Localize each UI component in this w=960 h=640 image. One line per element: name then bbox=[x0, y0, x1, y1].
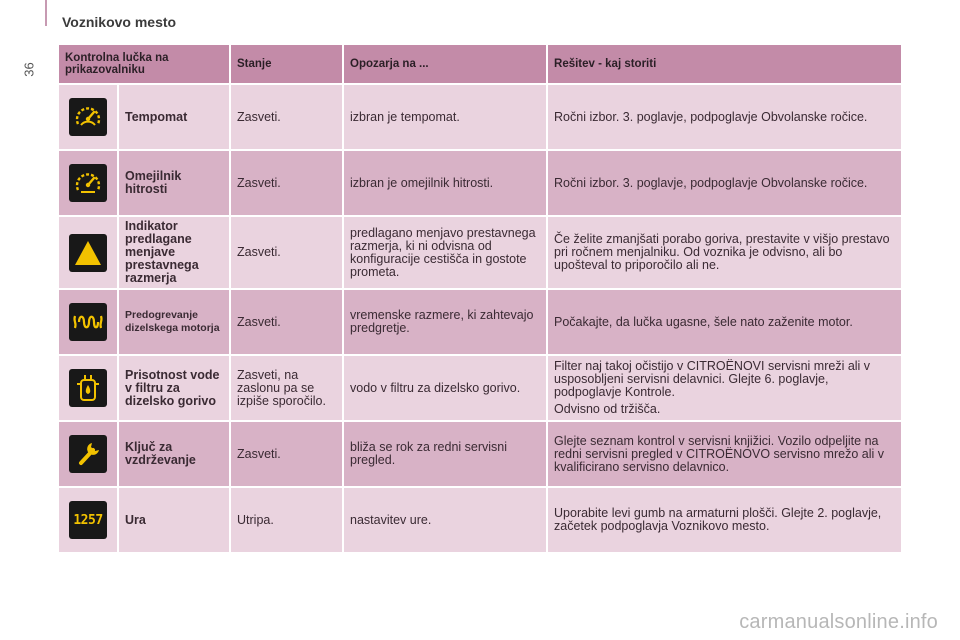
table-row bbox=[59, 422, 901, 486]
table-row bbox=[59, 217, 901, 288]
lamp-warns: nastavitev ure. bbox=[344, 488, 546, 552]
table-row bbox=[59, 151, 901, 215]
header-lamp: Kontrolna lučka na prikazovalniku bbox=[59, 45, 229, 83]
lamp-warns: izbran je tempomat. bbox=[344, 85, 546, 149]
lamp-warns: izbran je omejilnik hitrosti. bbox=[344, 151, 546, 215]
warning-triangle-icon bbox=[69, 234, 107, 272]
lamp-solution bbox=[548, 217, 901, 288]
table-row bbox=[59, 356, 901, 420]
lamp-solution bbox=[548, 151, 901, 215]
lamp-solution bbox=[548, 422, 901, 486]
table-row bbox=[59, 290, 901, 354]
header-solution: Rešitev - kaj storiti bbox=[548, 45, 901, 83]
lamp-icon-cell bbox=[59, 290, 117, 354]
lamp-name: Tempomat bbox=[119, 85, 229, 149]
lamp-solution bbox=[548, 488, 901, 552]
cruise-control-icon bbox=[69, 98, 107, 136]
solution-text: Če želite zmanjšati porabo goriva, prestavite v višjo prestavo pri ročnem menjalniku. Od voznika je odvisno, ali bo upošteval to priporočilo ali ne. bbox=[554, 232, 890, 272]
lamp-solution bbox=[548, 356, 901, 420]
header-warns: Opozarja na ... bbox=[344, 45, 546, 83]
table-row bbox=[59, 85, 901, 149]
solution-text: Glejte seznam kontrol v servisni knjižici. Vozilo odpeljite na redni servisni pregled v CITROËNOVO servisno mrežo ali v kvalificirano servisno delavnico. bbox=[554, 433, 884, 474]
lamp-warns: bliža se rok za redni servisni pregled. bbox=[344, 422, 546, 486]
lamp-icon-cell bbox=[59, 85, 117, 149]
lamp-state: Utripa. bbox=[231, 488, 342, 552]
lamp-name: Predogrevanje dizelskega motorja bbox=[119, 290, 229, 354]
speed-limiter-icon bbox=[69, 164, 107, 202]
lamp-warns: vodo v filtru za dizelsko gorivo. bbox=[344, 356, 546, 420]
clock-digits: 1257 bbox=[73, 512, 103, 528]
solution-text: Počakajte, da lučka ugasne, šele nato zaženite motor. bbox=[554, 314, 853, 329]
lamp-name: Omejilnik hitrosti bbox=[119, 151, 229, 215]
lamp-state: Zasveti. bbox=[231, 85, 342, 149]
wrench-icon bbox=[69, 435, 107, 473]
lamp-state: Zasveti. bbox=[231, 217, 342, 288]
lamp-solution bbox=[548, 290, 901, 354]
lamp-icon-cell bbox=[59, 488, 117, 552]
solution-note: Odvisno od tržišča. bbox=[554, 402, 661, 416]
footer-watermark: carmanualsonline.info bbox=[739, 611, 938, 633]
table-header-row bbox=[59, 45, 901, 83]
water-in-diesel-icon bbox=[69, 369, 107, 407]
margin-rule bbox=[45, 0, 47, 26]
lamp-icon-cell bbox=[59, 422, 117, 486]
section-title: Voznikovo mesto bbox=[62, 14, 177, 30]
lamp-warns: vremenske razmere, ki zahtevajo predgretje. bbox=[344, 290, 546, 354]
lamp-state: Zasveti. bbox=[231, 151, 342, 215]
glow-plug-icon bbox=[69, 303, 107, 341]
lamp-icon-cell bbox=[59, 356, 117, 420]
lamp-name: Prisotnost vode v filtru za dizelsko gorivo bbox=[119, 356, 229, 420]
lamp-name: Indikator predlagane menjave prestavnega razmerja bbox=[119, 217, 229, 288]
warning-lamps-table bbox=[57, 43, 903, 554]
solution-text: Ročni izbor. 3. poglavje, podpoglavje Obvolanske ročice. bbox=[554, 175, 868, 190]
lamp-name: Ura bbox=[119, 488, 229, 552]
clock-display-icon bbox=[69, 501, 107, 539]
solution-text: Ročni izbor. 3. poglavje, podpoglavje Obvolanske ročice. bbox=[554, 109, 868, 124]
lamp-state: Zasveti. bbox=[231, 422, 342, 486]
lamp-solution bbox=[548, 85, 901, 149]
lamp-state: Zasveti. bbox=[231, 290, 342, 354]
lamp-state: Zasveti, na zaslonu pa se izpiše sporočilo. bbox=[231, 356, 342, 420]
table-row bbox=[59, 488, 901, 552]
lamp-icon-cell bbox=[59, 151, 117, 215]
solution-text: Filter naj takoj očistijo v CITROËNOVI servisni mreži ali v usposobljeni servisni delavnici. Glejte 6. poglavje, podpoglavje Kontrole. bbox=[554, 359, 871, 399]
lamp-name: Ključ za vzdrževanje bbox=[119, 422, 229, 486]
lamp-icon-cell bbox=[59, 217, 117, 288]
header-state: Stanje bbox=[231, 45, 342, 83]
lamp-warns: predlagano menjavo prestavnega razmerja, ki ni odvisna od konfiguracije cestišča in gostote prometa. bbox=[344, 217, 546, 288]
solution-text: Uporabite levi gumb na armaturni plošči. Glejte 2. poglavje, začetek podpoglavja Voznikovo mesto. bbox=[554, 506, 882, 533]
page-number: 36 bbox=[21, 62, 37, 77]
